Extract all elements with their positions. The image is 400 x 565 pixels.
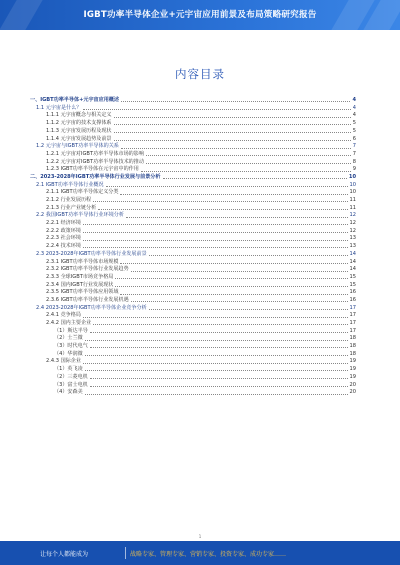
toc-entry[interactable]	[30, 296, 356, 304]
toc-entry[interactable]	[30, 350, 356, 358]
toc-entry-page: 15	[349, 273, 356, 280]
toc-entry-page: 17	[349, 312, 356, 319]
toc-entry-title: 2.4.3 国际企业	[46, 358, 81, 365]
toc-entry-title: 2.3.1 IGBT功率半导体市场规模	[46, 258, 119, 265]
toc-entry-page: 10	[349, 181, 356, 188]
toc-leader-dots	[83, 240, 348, 241]
toc-entry-title: 1.2.2 元宇宙对IGBT功率半导体技术的推动	[46, 158, 144, 165]
toc-entry-title: 二、2023-2028年IGBT功率半导体行业发展与前景分析	[30, 173, 161, 180]
toc-entry-title: 2.2.3 社会环境	[46, 235, 81, 242]
toc-entry-title: （2）三菱电机	[54, 373, 88, 380]
toc-entry-title: （1）英飞凌	[54, 366, 83, 373]
toc-entry-page: 13	[349, 243, 356, 250]
toc-entry[interactable]	[30, 257, 356, 265]
toc-entry-page: 4	[352, 104, 356, 111]
toc-entry-title: （1）斯达半导	[54, 327, 88, 334]
toc-entry[interactable]	[30, 304, 356, 312]
toc-leader-dots	[121, 101, 350, 102]
toc-entry-title: 2.1 IGBT功率半导体行业概况	[36, 181, 104, 188]
toc-entry-page: 10	[349, 189, 356, 196]
toc-entry-title: 2.3.2 IGBT功率半导体行业发展趋势	[46, 266, 129, 273]
toc-leader-dots	[83, 232, 348, 233]
toc-entry-title: （2）士兰微	[54, 335, 83, 342]
toc-entry-page: 11	[349, 204, 356, 211]
toc-entry-page: 5	[352, 127, 356, 134]
toc-entry-title: 2.2.2 政策环境	[46, 227, 81, 234]
toc-entry-title: 1.1 元宇宙是什么？	[36, 104, 82, 111]
toc-entry-title: （4）安森美	[54, 389, 83, 396]
toc-leader-dots	[90, 378, 348, 379]
toc-entry[interactable]	[30, 342, 356, 350]
toc-entry-title: 2.4 2023-2028年IGBT功率半导体企业竞争分析	[36, 304, 147, 311]
toc-entry[interactable]	[30, 96, 356, 104]
toc-entry-title: 2.1.2 行业发展历程	[46, 197, 92, 204]
toc-entry[interactable]	[30, 227, 356, 235]
toc-entry-title: 2.4.2 国内主要企业	[46, 320, 92, 327]
toc-leader-dots	[106, 186, 348, 187]
toc-leader-dots	[163, 178, 347, 179]
toc-entry-page: 18	[349, 350, 356, 357]
toc-entry-page: 13	[349, 235, 356, 242]
toc-entry[interactable]	[30, 204, 356, 212]
toc-entry-page: 17	[349, 327, 356, 334]
toc-leader-dots	[85, 394, 348, 395]
toc-entry-page: 10	[348, 173, 356, 180]
toc-entry[interactable]	[30, 211, 356, 219]
toc-entry-page: 6	[352, 135, 356, 142]
toc-entry[interactable]	[30, 250, 356, 258]
toc-leader-dots	[120, 294, 347, 295]
toc-entry-title: 1.1.4 元宇宙发展趋势及前景	[46, 135, 112, 142]
toc-entry-title: 2.2.1 经济环境	[46, 220, 81, 227]
toc-leader-dots	[146, 163, 351, 164]
table-of-contents	[30, 96, 356, 396]
toc-leader-dots	[85, 370, 348, 371]
toc-leader-dots	[85, 355, 348, 356]
toc-entry-title: 2.3.4 国内IGBT行业发展现状	[46, 281, 114, 288]
toc-entry[interactable]	[30, 173, 356, 181]
toc-entry-title: 一、IGBT功率半导体+元宇宙应用概述	[30, 97, 120, 104]
toc-entry[interactable]	[30, 142, 356, 150]
toc-leader-dots	[114, 124, 351, 125]
toc-leader-dots	[115, 278, 347, 279]
toc-entry[interactable]	[30, 219, 356, 227]
toc-entry-page: 4	[352, 112, 356, 119]
toc-entry-title: （3）富士电机	[54, 381, 88, 388]
toc-entry[interactable]	[30, 388, 356, 396]
toc-leader-dots	[114, 132, 351, 133]
toc-entry-title: 2.3.3 全球IGBT市场竞争格局	[46, 273, 114, 280]
toc-entry-page: 15	[349, 281, 356, 288]
toc-leader-dots	[120, 263, 347, 264]
toc-entry[interactable]	[30, 281, 356, 289]
page-header	[0, 0, 400, 30]
toc-entry[interactable]	[30, 242, 356, 250]
toc-entry[interactable]	[30, 150, 356, 158]
toc-leader-dots	[149, 255, 348, 256]
toc-entry-page: 12	[349, 227, 356, 234]
toc-leader-dots	[115, 286, 347, 287]
toc-entry-page: 19	[349, 366, 356, 373]
toc-entry[interactable]	[30, 134, 356, 142]
toc-entry-page: 9	[352, 166, 356, 173]
toc-entry-title: 2.2 我国IGBT功率半导体行业环境分析	[36, 212, 124, 219]
toc-entry-title: 1.2 元宇宙与IGBT功率半导体的关系	[36, 143, 119, 150]
toc-leader-dots	[114, 140, 351, 141]
report-title: IGBT功率半导体企业+元宇宙应用前景及布局策略研究报告	[83, 10, 317, 20]
toc-entry-title: 2.3.5 IGBT功率半导体应用领域	[46, 289, 119, 296]
toc-entry-page: 18	[349, 343, 356, 350]
toc-entry[interactable]	[30, 319, 356, 327]
page-footer	[0, 541, 400, 565]
toc-leader-dots	[90, 332, 348, 333]
page-number: 1	[198, 534, 202, 539]
toc-entry[interactable]	[30, 111, 356, 119]
toc-leader-dots	[126, 217, 348, 218]
toc-entry-page: 14	[349, 258, 356, 265]
toc-entry-title: 2.3 2023-2028年IGBT功率半导体行业发展前景	[36, 250, 147, 257]
toc-entry[interactable]	[30, 357, 356, 365]
toc-entry[interactable]	[30, 234, 356, 242]
toc-entry-page: 14	[349, 250, 356, 257]
toc-entry-title: 1.1.3 元宇宙发展历程及现状	[46, 127, 112, 134]
toc-leader-dots	[90, 386, 348, 387]
footer-divider	[125, 547, 126, 559]
toc-entry-title: 1.1.1 元宇宙概念与相关定义	[46, 112, 112, 119]
toc-leader-dots	[83, 224, 348, 225]
toc-entry[interactable]	[30, 380, 356, 388]
toc-entry-title: （4）华润微	[54, 350, 83, 357]
toc-entry[interactable]	[30, 104, 356, 112]
toc-leader-dots	[90, 347, 348, 348]
toc-entry[interactable]	[30, 181, 356, 189]
toc-leader-dots	[83, 317, 348, 318]
toc-entry-page: 20	[349, 389, 356, 396]
toc-entry[interactable]	[30, 365, 356, 373]
toc-entry-page: 7	[352, 143, 356, 150]
toc-entry-page: 11	[349, 197, 356, 204]
toc-leader-dots	[131, 301, 348, 302]
toc-leader-dots	[98, 209, 347, 210]
toc-entry[interactable]	[30, 165, 356, 173]
toc-entry-title: 1.2.3 IGBT功率半导体在元宇宙中的作用	[46, 166, 139, 173]
toc-leader-dots	[149, 309, 348, 310]
toc-entry[interactable]	[30, 196, 356, 204]
toc-entry-title: （3）时代电气	[54, 343, 88, 350]
toc-leader-dots	[85, 340, 348, 341]
toc-entry-title: 2.4.1 竞争格局	[46, 312, 81, 319]
toc-leader-dots	[83, 363, 348, 364]
toc-entry[interactable]	[30, 127, 356, 135]
toc-entry[interactable]	[30, 158, 356, 166]
toc-leader-dots	[121, 148, 351, 149]
toc-entry-page: 17	[349, 320, 356, 327]
toc-leader-dots	[83, 109, 350, 110]
toc-entry-page: 16	[349, 296, 356, 303]
toc-entry-page: 12	[349, 220, 356, 227]
toc-entry-page: 4	[352, 97, 356, 104]
toc-leader-dots	[93, 324, 347, 325]
toc-entry-page: 20	[349, 381, 356, 388]
toc-heading: 内容目录	[175, 67, 225, 81]
toc-entry-page: 17	[349, 304, 356, 311]
toc-entry-page: 8	[352, 158, 356, 165]
toc-entry[interactable]	[30, 311, 356, 319]
toc-entry[interactable]	[30, 265, 356, 273]
toc-leader-dots	[93, 201, 347, 202]
toc-entry[interactable]	[30, 119, 356, 127]
toc-entry[interactable]	[30, 188, 356, 196]
toc-entry[interactable]	[30, 373, 356, 381]
toc-leader-dots	[131, 271, 348, 272]
toc-leader-dots	[83, 247, 348, 248]
toc-entry[interactable]	[30, 273, 356, 281]
toc-entry-page: 14	[349, 266, 356, 273]
toc-entry-title: 1.1.2 元宇宙的技术支撑体系	[46, 120, 112, 127]
toc-leader-dots	[141, 171, 351, 172]
toc-entry-title: 2.2.4 技术环境	[46, 243, 81, 250]
footer-slogan-left: 让每个人都能成为	[40, 551, 89, 558]
toc-entry-page: 19	[349, 373, 356, 380]
toc-entry-title: 2.1.3 行业产业链分析	[46, 204, 97, 211]
toc-entry[interactable]	[30, 288, 356, 296]
footer-slogan-right: 战略专家、管理专家、营销专家、投资专家、成功专家……	[130, 551, 287, 558]
toc-leader-dots	[114, 117, 351, 118]
toc-entry-page: 18	[349, 335, 356, 342]
toc-entry-title: 2.3.6 IGBT功率半导体行业发展机遇	[46, 296, 129, 303]
toc-entry[interactable]	[30, 334, 356, 342]
toc-entry-page: 7	[352, 150, 356, 157]
toc-entry-page: 19	[349, 358, 356, 365]
toc-entry-title: 2.1.1 IGBT功率半导体定义分类	[46, 189, 119, 196]
toc-entry-page: 12	[349, 212, 356, 219]
toc-entry-title: 1.2.1 元宇宙对IGBT功率半导体市场的影响	[46, 150, 144, 157]
toc-leader-dots	[120, 194, 347, 195]
toc-entry-page: 5	[352, 120, 356, 127]
toc-entry[interactable]	[30, 327, 356, 335]
toc-leader-dots	[146, 155, 351, 156]
toc-entry-page: 16	[349, 289, 356, 296]
